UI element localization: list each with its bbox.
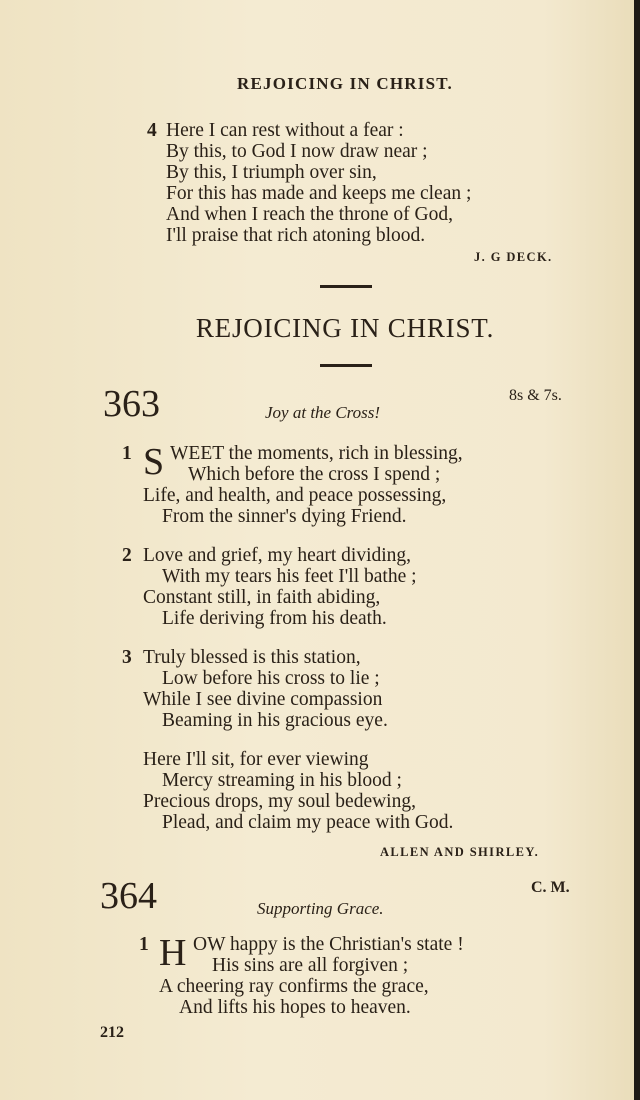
verse-line: From the sinner's dying Friend. — [162, 506, 407, 527]
verse-line: Precious drops, my soul bedewing, — [143, 791, 416, 812]
verse-line: WEET the moments, rich in blessing, — [170, 443, 463, 464]
verse-line: Here I'll sit, for ever viewing — [143, 749, 369, 770]
verse-line: I'll praise that rich atoning blood. — [166, 225, 426, 246]
author-attribution: ALLEN AND SHIRLEY. — [380, 845, 540, 859]
section-divider — [320, 285, 372, 288]
verse-line: A cheering ray confirms the grace, — [159, 976, 429, 997]
verse-number: 1 — [122, 443, 132, 464]
drop-cap: S — [143, 441, 165, 483]
page-edge-shadow — [634, 0, 640, 1100]
section-title: REJOICING IN CHRIST. — [195, 313, 495, 343]
section-divider — [320, 364, 372, 367]
hymn-number: 363 — [103, 383, 160, 425]
hymn-subtitle: Joy at the Cross! — [265, 403, 381, 422]
verse-line: Which before the cross I spend ; — [188, 464, 441, 485]
hymn-subtitle: Supporting Grace. — [257, 899, 384, 918]
verse-line: Love and grief, my heart dividing, — [143, 545, 412, 566]
verse-number: 1 — [139, 934, 149, 955]
verse-line: OW happy is the Christian's state ! — [193, 934, 464, 955]
verse-line: And when I reach the throne of God, — [166, 204, 453, 225]
verse-line: With my tears his feet I'll bathe ; — [162, 566, 417, 587]
verse-line: By this, to God I now draw near ; — [166, 141, 428, 162]
hymn-meter: 8s & 7s. — [509, 387, 562, 404]
verse-line: Low before his cross to lie ; — [162, 668, 380, 689]
verse-line: For this has made and keeps me clean ; — [166, 183, 472, 204]
verse-line: Plead, and claim my peace with God. — [162, 812, 454, 833]
verse-line: Mercy streaming in his blood ; — [162, 770, 402, 791]
page-number: 212 — [100, 1024, 124, 1041]
verse-line: His sins are all forgiven ; — [212, 955, 409, 976]
verse-number: 2 — [122, 545, 132, 566]
verse-line: While I see divine compassion — [143, 689, 383, 710]
verse-line: Constant still, in faith abiding, — [143, 587, 381, 608]
hymn-meter: C. M. — [531, 879, 570, 896]
verse-line: By this, I triumph over sin, — [166, 162, 377, 183]
verse-line: Life, and health, and peace possessing, — [143, 485, 447, 506]
verse-line: Beaming in his gracious eye. — [162, 710, 388, 731]
verse-line: And lifts his hopes to heaven. — [179, 997, 411, 1018]
verse-number: 4 — [147, 120, 157, 141]
running-head: REJOICING IN CHRIST. — [237, 74, 453, 93]
verse-line: Life deriving from his death. — [162, 608, 387, 629]
hymn-number: 364 — [100, 875, 157, 917]
author-attribution: J. G DECK. — [474, 250, 553, 264]
drop-cap: H — [159, 932, 187, 974]
verse-line: Here I can rest without a fear : — [166, 120, 404, 141]
verse-line: Truly blessed is this station, — [143, 647, 361, 668]
verse-number: 3 — [122, 647, 132, 668]
